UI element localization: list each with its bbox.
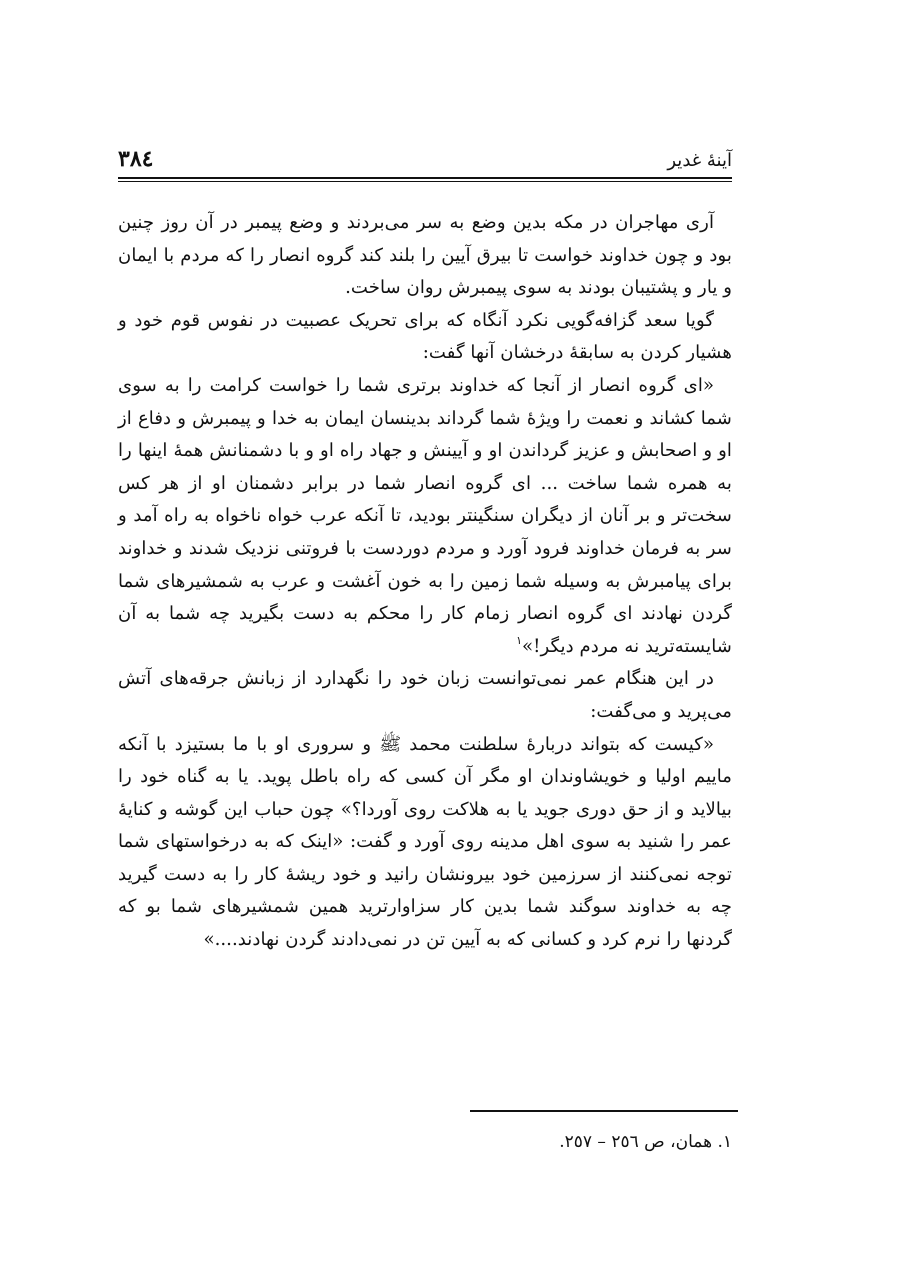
header-rule-thick — [118, 177, 732, 179]
footnote: ١. همان، ص ٢٥٦ – ٢٥٧. — [559, 1132, 732, 1152]
sad-speech-text: «ای گروه انصار از آنجا که خداوند برتری شما را خواست کرامت را به سوی شما کشاند و نعمت را ویژهٔ شما گرداند بدینسان ایمان به خدا و پیمبرش و دفاع از او و اصحابش و عزیز گرداندن او و آیینش و جهاد راه او و با دشمنانش همهٔ اینها را به همره شما ساخت ... ای گروه انصار شما در برابر دشمنان او از هر کس سخت‌تر و بر آنان از دیگران سنگینتر بودید، تا آنکه عرب خواه ناخواه به راه آمد و سر به فرمان خداوند فرود آورد و مردم دوردست با فروتنی نزدیک شدند و خداوند برای پیامبرش به وسیله شما زمین را به خون آغشت و عرب به شمشیرهای شما گردن نهادند ای گروه انصار زمام کار را محکم به دست بگیرید چه شما به آن شایسته‌ترید نه مردم دیگر!» — [118, 374, 732, 657]
paragraph-umar-intro: در این هنگام عمر نمی‌توانست زبان خود را نگهدارد از زبانش جرقه‌های آتش می‌پرید و می‌گفت: — [118, 668, 732, 722]
running-header — [118, 144, 732, 178]
main-text — [118, 207, 732, 957]
header-rule-thin — [118, 181, 732, 182]
paragraph-muhajirun: آری مهاجران در مکه بدین وضع به سر می‌بردند و وضع پیمبر در آن روز چنین بود و چون خداوند خواست تا بیرق آیین را بلند کند گروه انصار را که مردم با ایمان و یار و پشتیبان بودند به سوی پیمبرش روان ساخت. — [118, 212, 732, 299]
page-number: ٣٨٤ — [118, 146, 154, 172]
footnote-marker: ١ — [516, 633, 523, 647]
paragraph-sad-speech — [118, 370, 732, 663]
paragraph-sad-intro: گویا سعد گزافه‌گویی نکرد آنگاه که برای تحریک عصبیت در نفوس قوم خود و هشیار کردن به سابقهٔ درخشان آنها گفت: — [118, 309, 732, 364]
footnote-rule — [470, 1110, 738, 1112]
paragraph-umar-speech: «کیست که بتواند دربارهٔ سلطنت محمد ﷺ و سروری او با ما بستیزد با آنکه ماییم اولیا و خویشاوندان او مگر آن کسی که راه باطل پوید. یا به گناه خود را بیالاید و از حق دوری جوید یا به هلاکت روی آوردا؟» چون حباب این گوشه و کنایهٔ عمر را شنید به سوی اهل مدینه روی آورد و گفت: «اینک که به درخواستهای شما توجه نمی‌کنند از سرزمین خود بیرونشان رانید و خود ریشهٔ کار را به دست گیرید چه به خداوند سوگند شما بدین کار سزاوارترید همین شمشیرهای شما بو که گردنها را نرم کرد و کسانی که به آیین تن در نمی‌دادند گردن نهادند....» — [118, 733, 732, 951]
book-title: آینهٔ غدیر — [667, 150, 732, 171]
